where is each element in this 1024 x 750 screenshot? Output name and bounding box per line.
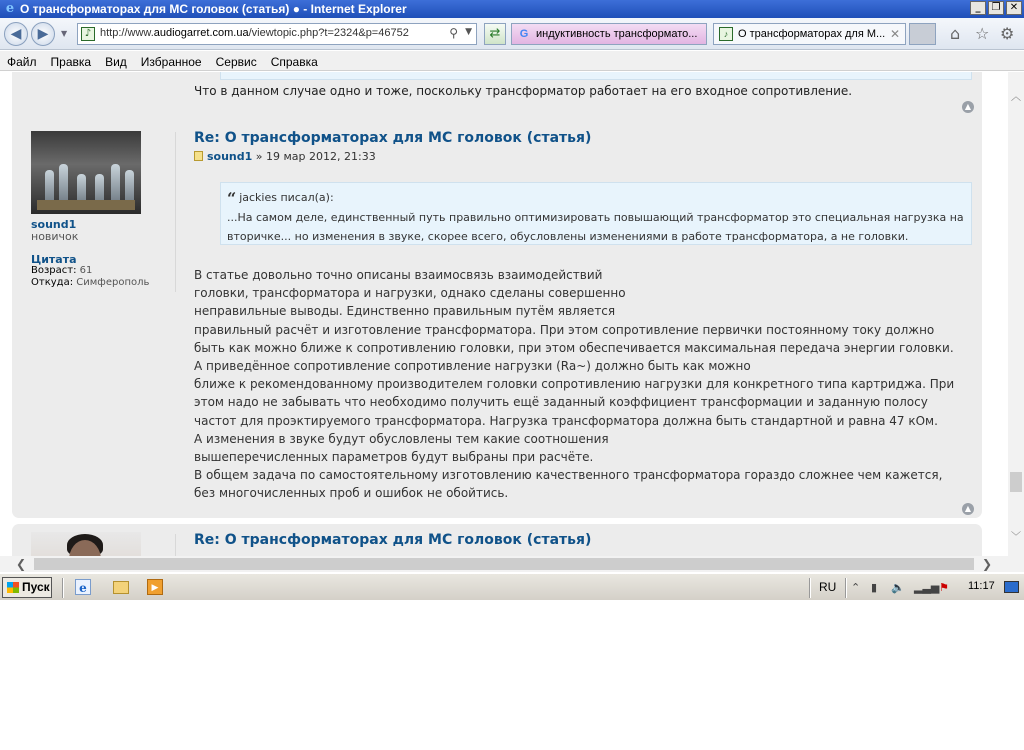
- vertical-scroll-thumb[interactable]: [1010, 472, 1022, 492]
- menu-help[interactable]: Справка: [270, 55, 318, 69]
- forward-button[interactable]: ▶: [31, 22, 55, 46]
- taskbar: [0, 573, 1024, 600]
- menu-bar: [0, 51, 1024, 71]
- menu-edit[interactable]: Правка: [50, 55, 92, 69]
- previous-post-text: Что в данном случае одно и тоже, поскольку трансформатор работает на его входное сопротивление.: [194, 84, 853, 98]
- start-button[interactable]: [2, 577, 52, 598]
- minimize-button[interactable]: _: [970, 1, 986, 15]
- scroll-down-icon[interactable]: ﹀: [1011, 532, 1021, 543]
- ie-quicklaunch-icon[interactable]: e: [75, 579, 91, 595]
- google-icon: G: [519, 28, 529, 40]
- from-value: Симферополь: [76, 277, 150, 288]
- quote-header: [227, 189, 965, 208]
- close-window-button[interactable]: ✕: [1006, 1, 1022, 15]
- explorer-folder-icon[interactable]: [113, 581, 129, 594]
- age-label: Возраст:: [31, 265, 77, 276]
- post-sound1: [12, 122, 982, 518]
- scrollbar-corner: [1008, 556, 1024, 572]
- quote-link[interactable]: Цитата: [31, 253, 77, 266]
- home-icon[interactable]: ⌂: [950, 24, 961, 43]
- tray-separator: [809, 578, 811, 598]
- post-title-link[interactable]: Re: О трансформаторах для МС головок (статья): [194, 130, 592, 146]
- windows-logo-icon: [7, 582, 19, 593]
- horizontal-scroll-thumb[interactable]: [34, 558, 974, 570]
- post-body: [194, 266, 964, 503]
- tab-google-search[interactable]: [511, 23, 707, 45]
- navigation-bar: [0, 18, 1024, 50]
- profile-location: [31, 277, 149, 288]
- favorites-star-icon[interactable]: ☆: [975, 24, 990, 43]
- vertical-scrollbar[interactable]: [1008, 72, 1024, 556]
- url-domain: audiogarret.com.ua: [153, 27, 249, 39]
- history-dropdown-icon[interactable]: ▼: [61, 29, 68, 38]
- tab-current-topic[interactable]: [713, 23, 906, 45]
- menu-tools[interactable]: Сервис: [215, 55, 257, 69]
- internet-explorer-icon: e: [5, 1, 15, 16]
- back-to-top-icon[interactable]: ▲: [962, 101, 974, 113]
- gear-icon[interactable]: ⚙: [1000, 24, 1015, 43]
- menu-file[interactable]: Файл: [7, 55, 37, 69]
- volume-icon[interactable]: 🔈: [891, 581, 905, 594]
- window-controls: [970, 1, 1022, 15]
- post-meta: [194, 150, 376, 163]
- scroll-left-icon[interactable]: ❮: [16, 557, 27, 571]
- tab-label: индуктивность трансформато...: [536, 28, 698, 40]
- address-url[interactable]: [100, 27, 409, 39]
- quote-author: jackies писал(а):: [239, 191, 334, 204]
- window-title-bar[interactable]: [0, 0, 1024, 18]
- show-hidden-icons-icon[interactable]: ⌃: [851, 581, 861, 594]
- tab-label: О трансформаторах для М...: [738, 28, 886, 40]
- language-indicator[interactable]: RU: [819, 580, 837, 594]
- site-favicon-icon: ♪: [81, 27, 95, 41]
- quote-text: ...На самом деле, единственный путь правильно оптимизировать повышающий трансформатор это специальная нагрузка на вторичке... но изменения в звуке, скорее всего, обусловлены изменениями в работе трансформатора, а не головки.: [227, 211, 964, 243]
- battery-icon[interactable]: ▮: [871, 581, 878, 594]
- quote-mark-icon: “: [227, 189, 237, 208]
- post-title-link[interactable]: Re: О трансформаторах для МС головок (статья): [194, 532, 592, 548]
- site-favicon-icon: ♪: [719, 27, 733, 41]
- close-tab-icon[interactable]: ✕: [889, 27, 900, 41]
- username-link[interactable]: sound1: [31, 218, 77, 231]
- post-date: » 19 мар 2012, 21:33: [252, 150, 376, 163]
- post-next: [12, 524, 982, 556]
- url-prefix: http://www.: [100, 27, 154, 39]
- refresh-button[interactable]: ⇄: [484, 23, 506, 45]
- profile-divider: [175, 132, 176, 292]
- page-content: [0, 72, 1008, 556]
- user-rank: новичок: [31, 230, 79, 243]
- network-signal-icon[interactable]: ▂▃▅: [914, 581, 940, 594]
- scroll-right-icon[interactable]: ❯: [982, 557, 993, 571]
- post-icon[interactable]: [194, 151, 203, 161]
- window-title: О трансформаторах для МС головок (статья) ● - Internet Explorer: [20, 2, 407, 16]
- profile-age: [31, 265, 92, 276]
- address-bar[interactable]: [77, 23, 477, 45]
- back-button[interactable]: ◀: [4, 22, 28, 46]
- system-tray: [809, 576, 1022, 598]
- search-icon[interactable]: ⚲: [449, 26, 458, 40]
- from-label: Откуда:: [31, 277, 74, 288]
- horizontal-scrollbar[interactable]: [0, 556, 1008, 572]
- action-center-icon[interactable]: ⚑: [939, 581, 949, 594]
- show-desktop-icon[interactable]: [1004, 581, 1019, 593]
- scroll-up-icon[interactable]: ︿: [1011, 92, 1021, 103]
- previous-quote-box: [220, 72, 972, 80]
- back-to-top-icon[interactable]: ▲: [962, 503, 974, 515]
- url-path: /viewtopic.php?t=2324&p=46752: [248, 27, 409, 39]
- quote-box: [220, 182, 972, 245]
- profile-divider: [175, 534, 176, 556]
- age-value: 61: [79, 265, 93, 276]
- post-body-text: В статье довольно точно описаны взаимосвязь взаимодействий головки, трансформатора и нагрузки, однако сделаны совершенно неправильные выводы. Единственно правильным путём является правильный расчёт и изготовление трансформатора. При этом сопротивление первички постоянному току должно быть как можно ближе к сопротивлению головки, при этом обеспечивается максимальная передача энергии головки. А приведённое сопротивление сопротивление нагрузки (Ra~) должно быть как можно ближе к рекомендованному производителем головки сопротивлению нагрузки для конкретного типа картриджа. При этом надо не забывать что необходимо получить ещё заданный коэффициент трансформации и заданную полосу частот для проэктируемого трансформатора. Нагрузка трансформатора должна быть стандартной и равна 47 кОм. А изменения в звуке будут обусловлены тем какие соотношения вышеперечисленных параметров будут выбраны при расчёте. В общем задача по самостоятельному изготовлению качественного трансформатора гораздо сложнее чем кажется, без многочисленных проб и ошибок не обойтись.: [194, 268, 955, 501]
- media-player-icon[interactable]: ▶: [147, 579, 163, 595]
- new-tab-button[interactable]: [909, 23, 936, 45]
- avatar: [31, 532, 141, 556]
- taskbar-separator: [62, 578, 64, 598]
- address-dropdown-icon[interactable]: ▼: [465, 27, 472, 37]
- tray-separator: [845, 578, 847, 598]
- menu-view[interactable]: Вид: [105, 55, 127, 69]
- clock[interactable]: 11:17: [968, 580, 995, 592]
- restore-button[interactable]: ❐: [988, 1, 1004, 15]
- start-label: Пуск: [22, 580, 50, 594]
- menu-favorites[interactable]: Избранное: [140, 55, 202, 69]
- avatar: [31, 131, 141, 214]
- author-link[interactable]: sound1: [207, 150, 253, 163]
